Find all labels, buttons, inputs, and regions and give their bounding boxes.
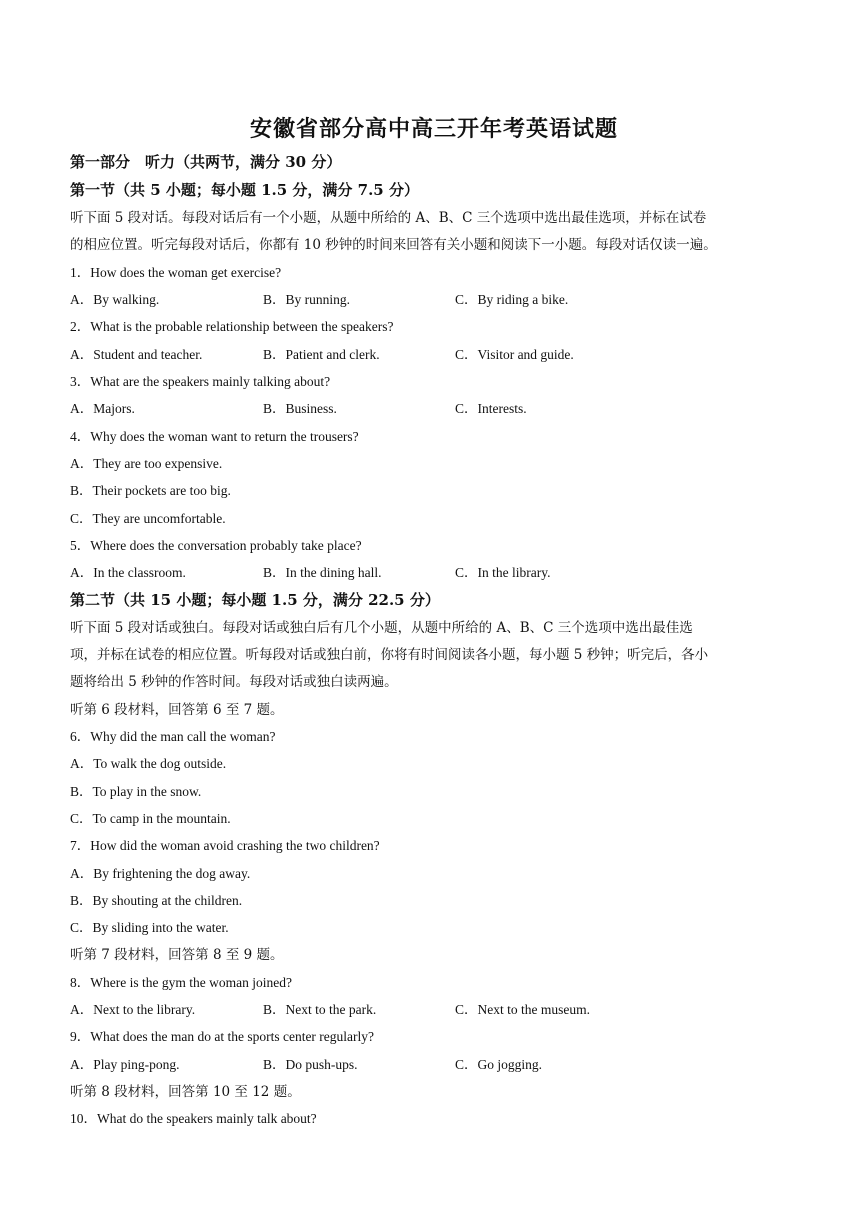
question-7-option-a: A．By frightening the dog away. [70,866,251,881]
question-7-option-c: C．By sliding into the water. [70,920,229,935]
question-7-option-b: B．By shouting at the children. [70,893,243,908]
question-6-option-b: B．To play in the snow. [70,784,202,799]
material-6-note: 听第 6 段材料，回答第 6 至 7 题。 [70,702,284,718]
section1-instruction-line: 的相应位置。听完每段对话后，你都有 10 秒钟的时间来回答有关小题和阅读下一小题。每段对话仅读一遍。 [70,237,717,253]
question-9-option-a: A．Play ping-pong. [70,1057,180,1072]
question-3-option-a: A．Majors. [70,401,135,416]
question-9-option-c: C．Go jogging. [455,1057,543,1072]
section2-instruction-line: 项，并标在试卷的相应位置。听每段对话或独白前，你将有时间阅读各小题，每小题 5 秒钟；听完后，各小 [70,647,709,663]
question-8-option-c: C．Next to the museum. [455,1002,590,1017]
question-9-stem: 9．What does the man do at the sports center regularly? [70,1029,375,1044]
question-8-option-b: B．Next to the park. [263,1002,377,1017]
question-6-option-a: A．To walk the dog outside. [70,756,227,771]
question-1-stem: 1．How does the woman get exercise? [70,265,282,280]
question-6-stem: 6．Why did the man call the woman? [70,729,276,744]
question-8-stem: 8．Where is the gym the woman joined? [70,975,292,990]
question-6-option-c: C．To camp in the mountain. [70,811,231,826]
question-2-stem: 2．What is the probable relationship between the speakers? [70,319,394,334]
question-5-option-c: C．In the library. [455,565,551,580]
material-7-note: 听第 7 段材料，回答第 8 至 9 题。 [70,947,284,963]
section2-heading: 第二节（共 15 小题；每小题 1.5 分，满分 22.5 分） [70,591,440,609]
question-5-option-b: B．In the dining hall. [263,565,382,580]
question-1-option-c: C．By riding a bike. [455,292,569,307]
question-3-option-c: C．Interests. [455,401,527,416]
question-2-option-a: A．Student and teacher. [70,347,203,362]
question-1-option-b: B．By running. [263,292,351,307]
question-2-option-c: C．Visitor and guide. [455,347,574,362]
question-3-option-b: B．Business. [263,401,337,416]
question-5-option-a: A．In the classroom. [70,565,186,580]
question-2-option-b: B．Patient and clerk. [263,347,380,362]
question-3-stem: 3．What are the speakers mainly talking about? [70,374,331,389]
question-9-option-b: B．Do push-ups. [263,1057,358,1072]
question-7-stem: 7．How did the woman avoid crashing the two children? [70,838,380,853]
part1-heading: 第一部分 听力（共两节，满分 30 分） [70,153,342,171]
question-5-stem: 5．Where does the conversation probably take place? [70,538,362,553]
section1-heading: 第一节（共 5 小题；每小题 1.5 分，满分 7.5 分） [70,181,419,199]
question-4-option-a: A．They are too expensive. [70,456,223,471]
question-10-stem: 10．What do the speakers mainly talk about? [70,1111,317,1126]
question-4-option-c: C．They are uncomfortable. [70,511,226,526]
section1-instruction-line: 听下面 5 段对话。每段对话后有一个小题，从题中所给的 A、B、C 三个选项中选出最佳选项，并标在试卷 [70,210,707,226]
section2-instruction-line: 听下面 5 段对话或独白。每段对话或独白后有几个小题，从题中所给的 A、B、C 三个选项中选出最佳选 [70,620,693,636]
material-8-note: 听第 8 段材料，回答第 10 至 12 题。 [70,1084,301,1100]
section2-instruction-line: 题将给出 5 秒钟的作答时间。每段对话或独白读两遍。 [70,674,398,690]
question-4-option-b: B．Their pockets are too big. [70,483,231,498]
question-8-option-a: A．Next to the library. [70,1002,196,1017]
page-title: 安徽省部分高中高三开年考英语试题 [249,116,618,142]
question-4-stem: 4．Why does the woman want to return the trousers? [70,429,359,444]
question-1-option-a: A．By walking. [70,292,160,307]
